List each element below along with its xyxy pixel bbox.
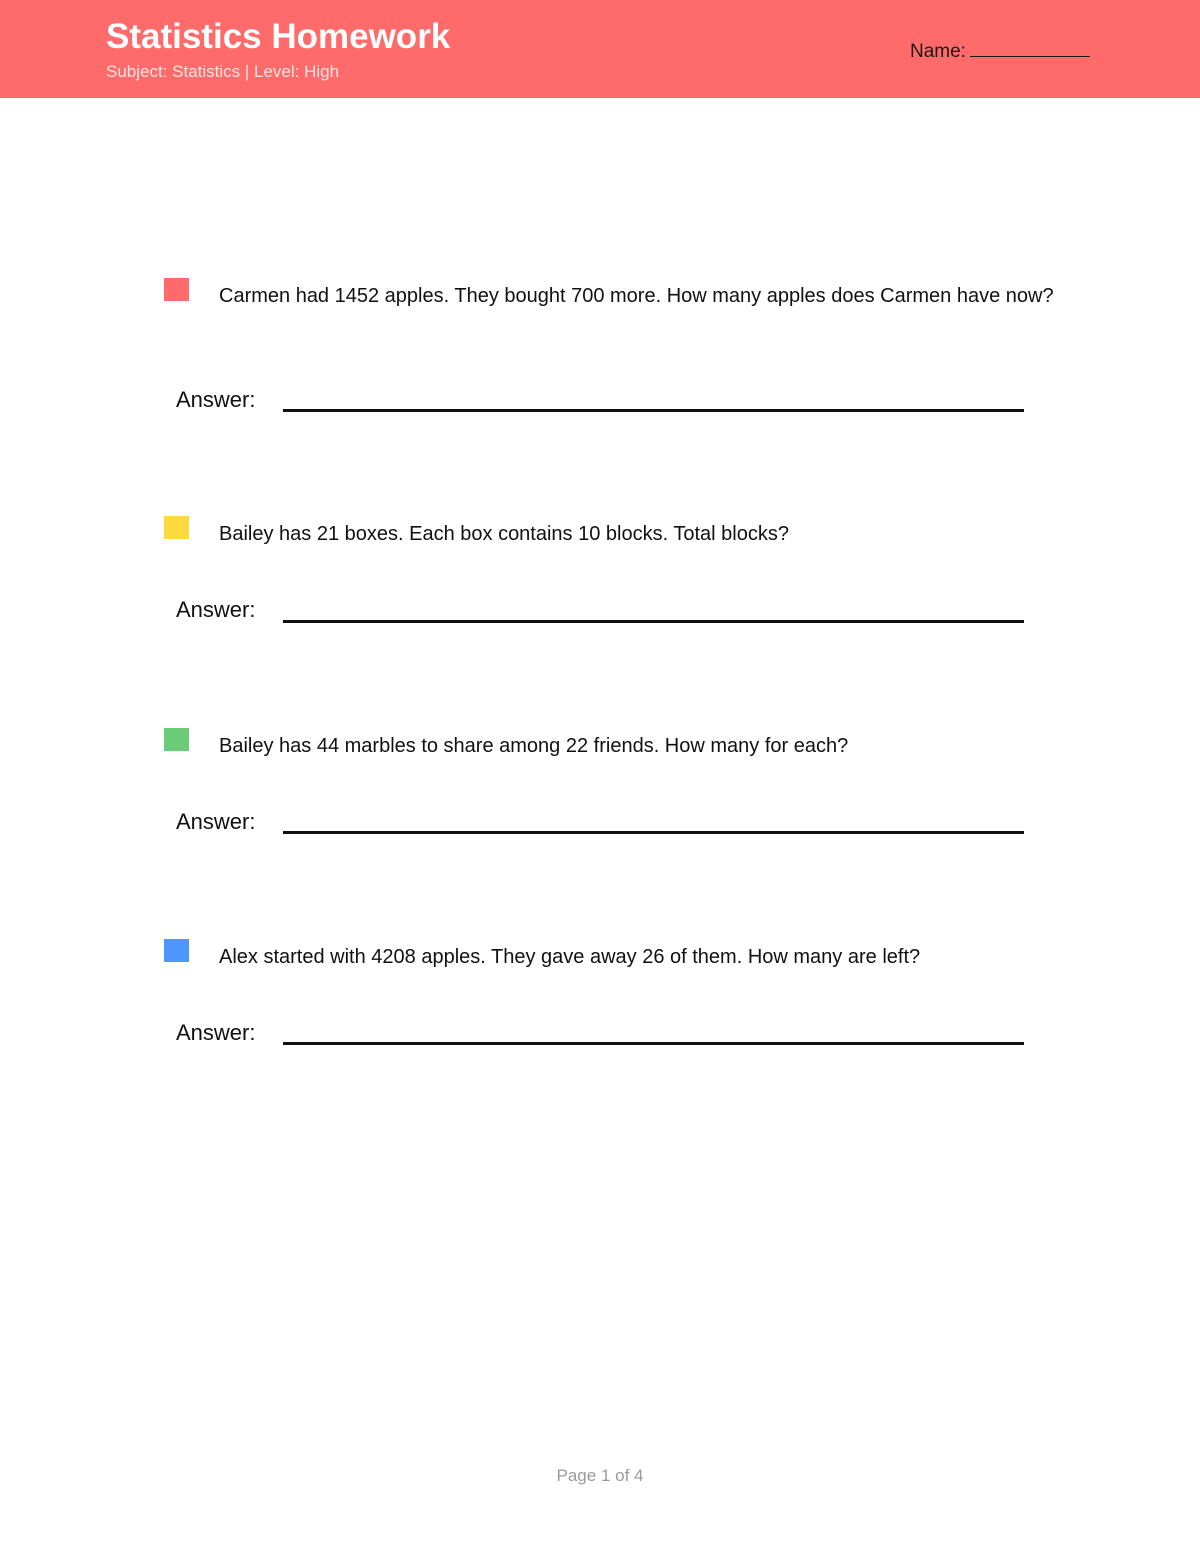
worksheet-title: Statistics Homework xyxy=(106,17,451,56)
answer-label: Answer: xyxy=(176,387,256,412)
answer-label: Answer: xyxy=(176,1020,256,1045)
question-marker xyxy=(164,516,189,539)
question-text: Alex started with 4208 apples. They gave away 26 of them. How many are left? xyxy=(219,946,921,968)
question-text: Carmen had 1452 apples. They bought 700 more. How many apples does Carmen have now? xyxy=(219,285,1054,307)
answer-label: Answer: xyxy=(176,809,256,834)
name-field[interactable] xyxy=(910,38,1090,64)
answer-label: Answer: xyxy=(176,597,256,622)
answer-line[interactable] xyxy=(283,831,1024,834)
name-blank-line[interactable] xyxy=(970,38,1090,57)
answer-line[interactable] xyxy=(283,620,1024,623)
page-number: Page 1 of 4 xyxy=(556,1466,644,1485)
worksheet-header xyxy=(0,0,1200,98)
worksheet-subtitle: Subject: Statistics | Level: High xyxy=(106,62,340,81)
answer-line[interactable] xyxy=(283,409,1024,412)
answer-line[interactable] xyxy=(283,1042,1024,1045)
question-marker xyxy=(164,278,189,301)
name-label: Name: xyxy=(910,41,966,62)
question-marker xyxy=(164,728,189,751)
question-marker xyxy=(164,939,189,962)
question-text: Bailey has 21 boxes. Each box contains 10 blocks. Total blocks? xyxy=(219,523,789,545)
question-text: Bailey has 44 marbles to share among 22 friends. How many for each? xyxy=(219,735,849,757)
